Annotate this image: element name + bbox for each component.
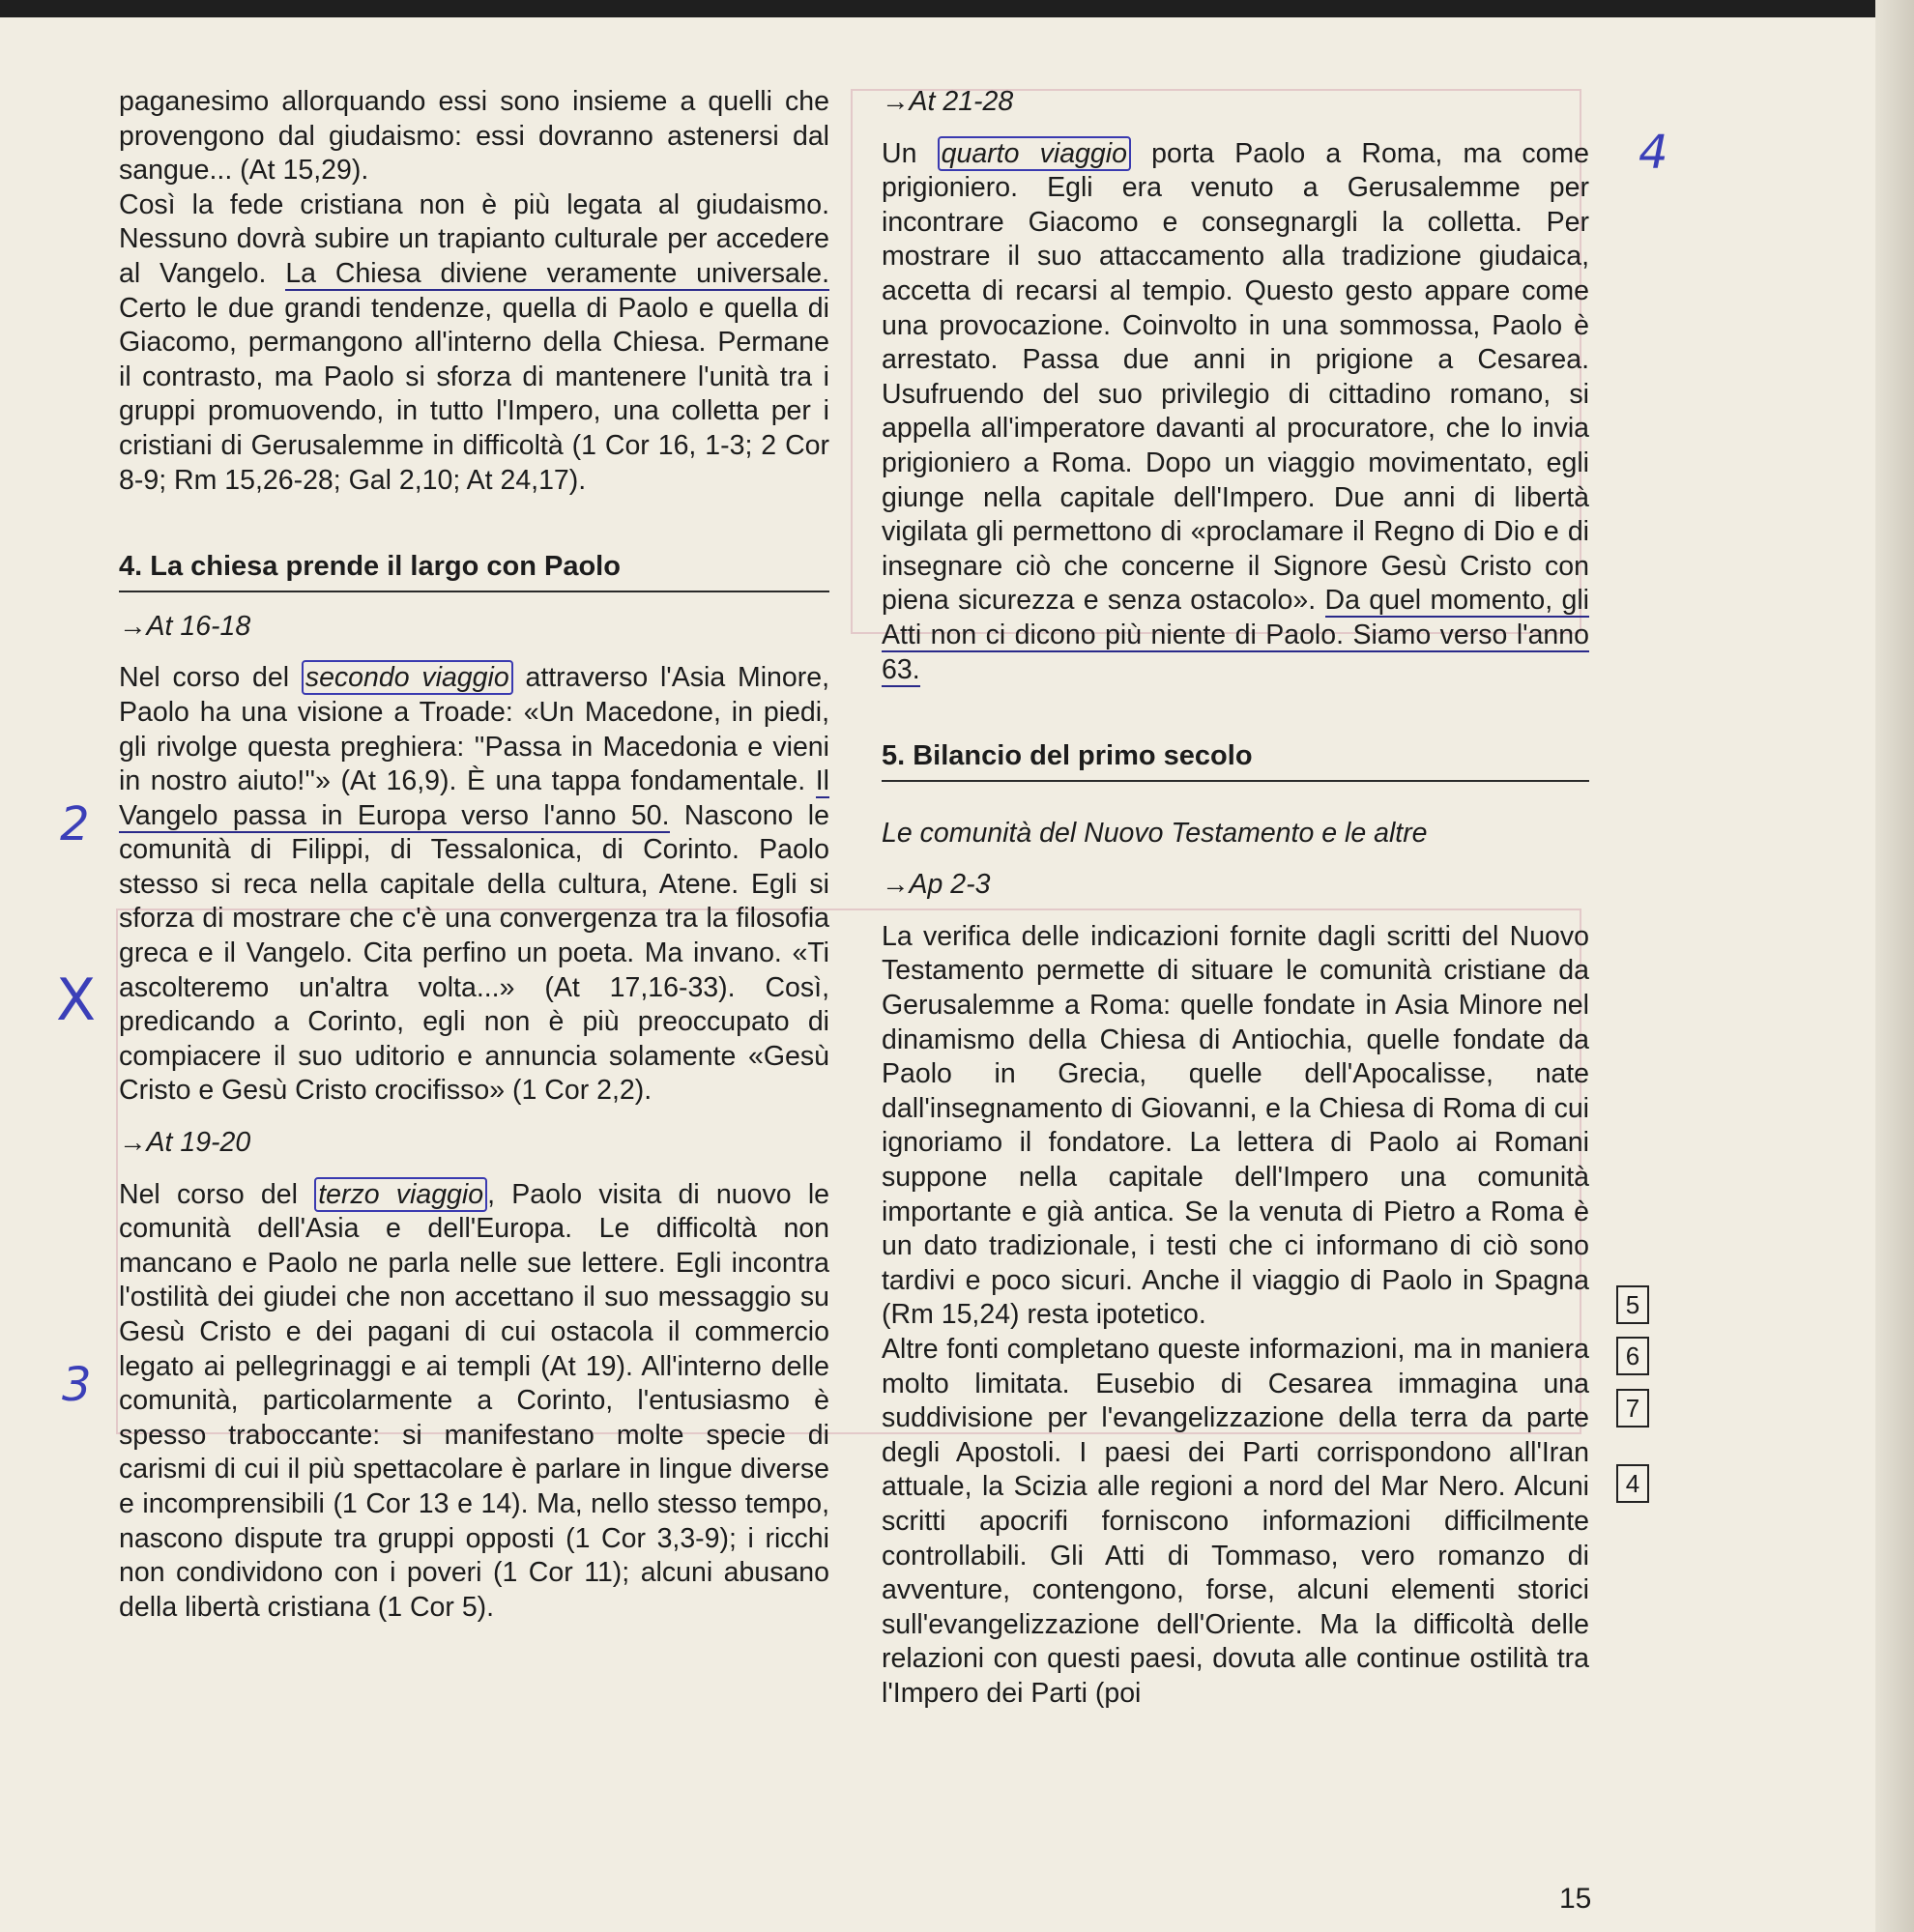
handwritten-underline: Da quel momento, gli Atti non ci dicono più niente di Paolo. Siamo verso l'anno 63.	[882, 585, 1589, 685]
handwritten-number: 2	[60, 797, 90, 851]
paragraph: La verifica delle indicazioni fornite dagli scritti del Nuovo Testamento permette di situare le comunità cristiane da Gerusalemme a Roma: quelle fondate in Asia Minore nel dinamismo della Chiesa di Antiochia, quelle fondate da Paolo in Grecia, quelle dell'Apocalisse, nate dall'insegnamento di Giovanni, e la Chiesa di Roma di cui ignoriamo il fondatore. La lettera di Paolo ai Romani suppone nella capitale dell'Impero una comunità importante e già antica. Se la venuta di Pietro a Roma è un dato tradizionale, i testi che ci informano di ciò sono tardivi e poco sicuri. Anche il viaggio di Paolo in Spagna (Rm 15,24) resta ipotetico.	[882, 920, 1589, 1331]
handwritten-cross: X	[56, 966, 97, 1034]
handwritten-number: 4	[1638, 126, 1668, 180]
paragraph: Nel corso del terzo viaggio , Paolo visita di nuovo le comunità dell'Asia e dell'Europa. Le difficoltà non mancano e Paolo ne parla nelle sue lettere. Egli incontra l'ostilità dei giudei che non accettano il suo messaggio su Gesù Cristo e dei pagani di cui ostacola il commercio legato ai pellegrinaggi e ai templi (At 19). All'interno delle comunità, particolarmente a Corinto, l'entusiasmo è spesso traboccante: si manifestano molte specie di carismi di cui il più spettacolare è parlare in lingue diverse e incomprensibili (1 Cor 13 e 14). Ma, nello stesso tempo, nascono dispute tra gruppi opposti (1 Cor 3,3-9); i ricchi non condividono con i poveri (1 Cor 11); alcuni abusano della libertà cristiana (1 Cor 5).	[119, 1178, 829, 1623]
cross-reference: →At 19-20	[119, 1127, 251, 1159]
cross-reference: →At 21-28	[882, 86, 1014, 117]
handwritten-box: secondo viaggio	[302, 660, 513, 695]
margin-reference-box: 6	[1616, 1337, 1649, 1375]
cross-reference: →Ap 2-3	[882, 869, 991, 901]
right-column	[882, 85, 1589, 1712]
paragraph: paganesimo allorquando essi sono insieme a quelli che provengono dal giudaismo: essi dovranno astenersi dal sangue... (At 15,29).	[119, 86, 829, 187]
handwritten-number: 3	[62, 1358, 92, 1412]
cross-reference: →At 16-18	[119, 610, 251, 642]
handwritten-underline: La Chiesa diviene veramente universale.	[285, 257, 829, 289]
handwritten-box: terzo viaggio	[314, 1177, 487, 1212]
page-right-edge	[1875, 0, 1914, 1932]
section-heading: 4. La chiesa prende il largo con Paolo	[119, 550, 829, 592]
section-heading: 5. Bilancio del primo secolo	[882, 739, 1589, 782]
margin-reference-box: 5	[1616, 1285, 1649, 1324]
handwritten-box: quarto viaggio	[938, 136, 1131, 171]
paragraph: Un quarto viaggio porta Paolo a Roma, ma come prigioniero. Egli era venuto a Gerusalemme per incontrare Giacomo e consegnargli la colletta. Per mostrare il suo attaccamento alla tradizione giudaica, accetta di recarsi al tempio. Questo gesto appare come una provocazione. Coinvolto in una sommossa, Paolo è arrestato. Passa due anni in prigione a Cesarea. Usufruendo del suo privilegio di cittadino romano, si appella all'imperatore davanti al procuratore, che lo invia prigioniero a Roma. Dopo un viaggio movimentato, egli giunge nella capitale dell'Impero. Due anni di libertà vigilata gli permettono di «proclamare il Regno di Dio e di insegnare ciò che concerne il Signore Gesù Cristo con piena sicurezza e senza ostacolo». Da quel momento, gli Atti non ci dicono più niente di Paolo. Siamo verso l'anno 63.	[882, 137, 1590, 685]
left-column	[119, 85, 829, 1625]
margin-reference-box: 7	[1616, 1389, 1649, 1427]
page-number: 15	[1559, 1883, 1592, 1915]
paragraph: Nel corso del secondo viaggio attraverso l'Asia Minore, Paolo ha una visione a Troade: «Un Macedone, in piedi, gli rivolge questa preghiera: ''Passa in Macedonia e vieni in nostro aiuto!''» (At 16,9). È una tappa fondamentale. Il Vangelo passa in Europa verso l'anno 50. Nascono le comunità di Filippi, di Tessalonica, di Corinto. Paolo stesso si reca nella capitale della cultura, Atene. Egli si sforza di mostrare che c'è una convergenza tra la filosofia greca e il Vangelo. Cita perfino un poeta. Ma invano. «Ti ascolteremo un'altra volta...» (At 17,16-33). Così, predicando a Corinto, egli non è più preoccupato di compiacere il suo uditorio e annuncia solamente «Gesù Cristo e Gesù Cristo crocifisso» (1 Cor 2,2).	[119, 662, 829, 1107]
handwritten-underline: Il Vangelo passa in Europa verso l'anno 50.	[119, 765, 829, 831]
paragraph: Così la fede cristiana non è più legata al giudaismo. Nessuno dovrà subire un trapianto culturale per accedere al Vangelo. La Chiesa diviene veramente universale. Certo le due grandi tendenze, quella di Paolo e quella di Giacomo, permangono all'interno della Chiesa. Permane il contrasto, ma Paolo si sforza di mantenere l'unità tra i gruppi promuovendo, in tutto l'Impero, una colletta per i cristiani di Gerusalemme in difficoltà (1 Cor 16, 1-3; 2 Cor 8-9; Rm 15,26-28; Gal 2,10; At 24,17).	[119, 188, 829, 496]
subsection-title: Le comunità del Nuovo Testamento e le altre	[882, 817, 1428, 849]
margin-reference-box: 4	[1616, 1464, 1649, 1503]
scan-top-edge	[0, 0, 1914, 17]
paragraph: Altre fonti completano queste informazioni, ma in maniera molto limitata. Eusebio di Cesarea immagina una suddivisione per l'evangelizzazione della terra da parte degli Apostoli. I paesi dei Parti corrispondono all'Iran attuale, la Scizia alle regioni a nord del Mar Nero. Alcuni scritti apocrifi forniscono informazioni difficilmente controllabili. Gli Atti di Tommaso, vero romanzo di avventure, contengono, forse, alcuni elementi storici sull'evangelizzazione dell'Oriente. Ma la difficoltà delle relazioni con questi paesi, dovuta alle continue ostilità tra l'Impero dei Parti (poi	[882, 1334, 1589, 1709]
